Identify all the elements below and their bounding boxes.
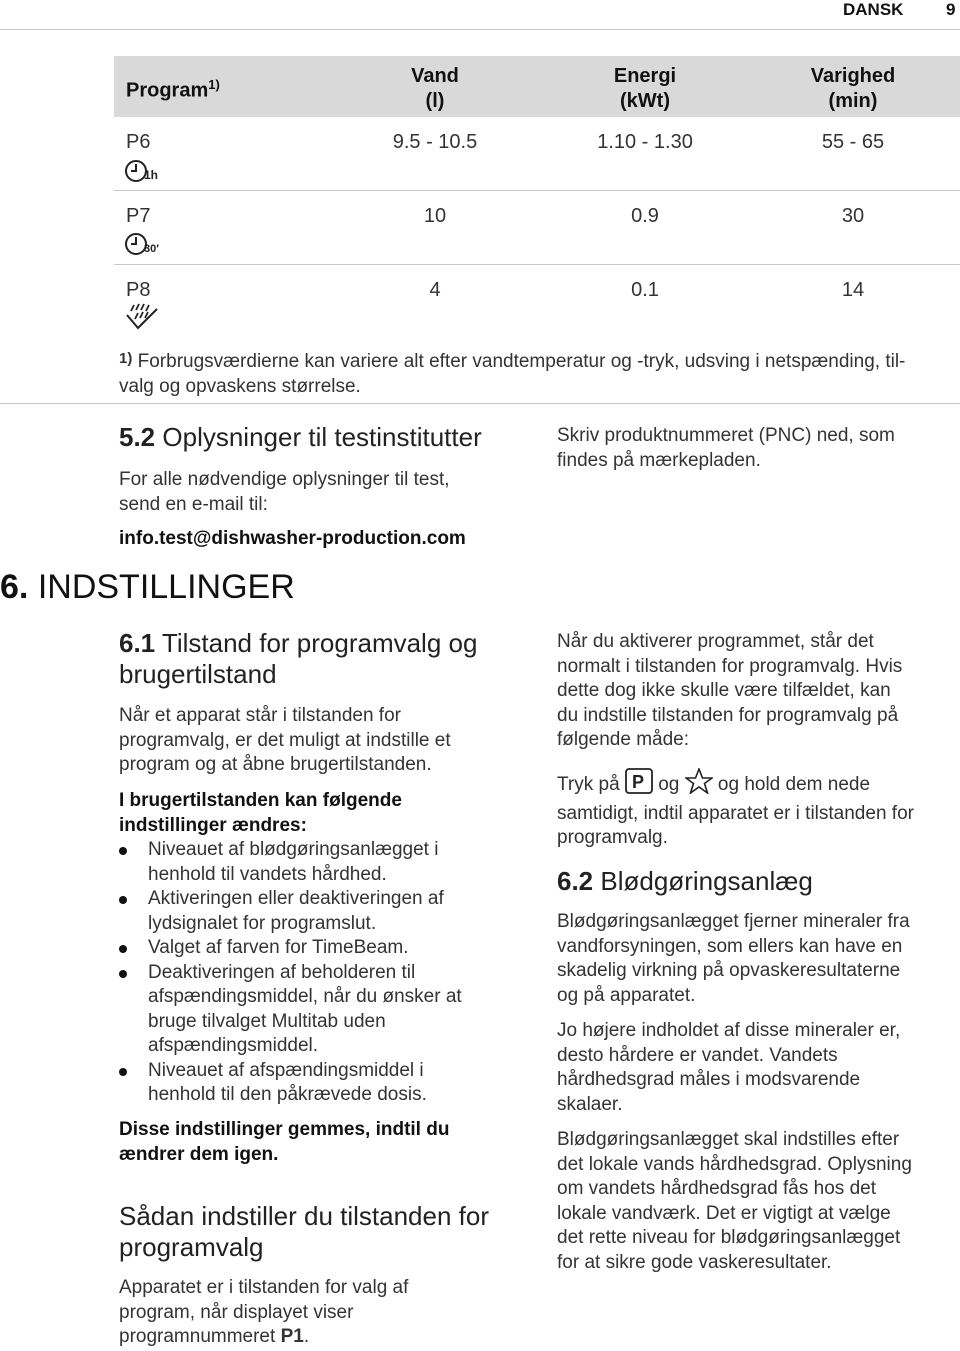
settings-list — [119, 838, 519, 1108]
test-email: info.test@dishwasher-production.com — [119, 528, 466, 549]
list-item: Niveauet af afspændingsmiddel i henhold til den påkrævede dosis. — [119, 1059, 519, 1108]
pnc-note: Skriv produktnummeret (PNC) ned, som findes på mærkepladen. — [557, 425, 895, 471]
table-cell-energy: 1.10 - 1.30 — [597, 131, 693, 153]
table-row-program: P6 — [126, 131, 151, 153]
rinse-hold-icon — [124, 301, 160, 336]
chapter-6-heading: 6. INDSTILLINGER — [0, 568, 295, 606]
svg-text:1h: 1h — [144, 168, 158, 182]
table-cell-energy: 0.1 — [631, 279, 659, 301]
table-cell-water: 10 — [423, 205, 447, 227]
table-cell-energy: 0.9 — [631, 205, 659, 227]
table-cell-duration: 14 — [841, 279, 865, 301]
header-divider — [0, 29, 960, 30]
softener-para-3: Blødgøringsanlægget skal indstilles efter det lokale vands hårdhedsgrad. Oplysning om vandets hårdhedsgrad fås hos det lokale vandværk. Det er vigtigt at vælge det rette niveau for blødgøringsanlægget for at sikre gode vaskeresultater. — [557, 1129, 912, 1273]
col-header-duration: Varighed (min) — [810, 65, 896, 112]
howto-text: Apparatet er i tilstanden for valg af program, når displayet viser programnummeret P1. — [119, 1277, 409, 1347]
user-mode-lead: I brugertilstanden kan følgende indstillinger ændres: — [119, 790, 402, 836]
press-instructions: Tryk på P og og hold dem nede samtidigt, indtil apparatet er i tilstanden for programvalg. — [557, 768, 914, 851]
language-label: DANSK — [843, 0, 904, 19]
table-footnote: $^{1)}$ Forbrugsværdierne kan variere alt efter vandtemperatur og -tryk, udsving i netspænding, til- valg og opvaskens størrelse. — [119, 350, 906, 397]
page-number: 9 — [946, 0, 956, 19]
list-item: Valget af farven for TimeBeam. — [119, 936, 519, 961]
svg-text:P: P — [631, 772, 644, 792]
clock-1h-icon — [124, 157, 158, 190]
footnote-divider — [0, 403, 960, 404]
table-cell-duration: 30 — [841, 205, 865, 227]
star-icon — [685, 768, 713, 802]
table-row-program: P7 — [126, 205, 151, 227]
list-item: Deaktiveringen af beholderen til afspændingsmiddel, når du ønsker at bruge tilvalget Multitab uden afspændingsmiddel. — [119, 961, 519, 1059]
table-cell-duration: 55 - 65 — [821, 131, 885, 153]
section-5-2-heading: 5.2 Oplysninger til testinstitutter — [119, 422, 482, 452]
program-p-icon — [625, 768, 653, 802]
section-6-2-heading: 6.2 Blødgøringsanlæg — [557, 866, 813, 896]
settings-saved-note: Disse indstillinger gemmes, indtil du ændrer dem igen. — [119, 1119, 450, 1165]
col-header-energy: Energi (kWt) — [613, 65, 677, 112]
section-5-2-text: For alle nødvendige oplysninger til test, send en e-mail til: — [119, 469, 450, 515]
section-6-1-intro: Når et apparat står i tilstanden for programvalg, er det muligt at indstille et program og at åbne brugertilstanden. — [119, 705, 451, 775]
col-header-program: Program$^{1)}$ — [126, 77, 220, 102]
activation-text: Når du aktiverer programmet, står det normalt i tilstanden for programvalg. Hvis dette dog ikke skulle være tilfældet, kan du indstille tilstanden for programvalg på følgende måde: — [557, 631, 903, 750]
list-item: Aktiveringen eller deaktiveringen af lydsignalet for programslut. — [119, 887, 519, 936]
howto-heading: Sådan indstiller du tilstanden for programvalg — [119, 1201, 490, 1262]
clock-30min-icon — [124, 230, 162, 263]
table-row-divider — [114, 264, 960, 265]
list-item: Niveauet af blødgøringsanlægget i henhold til vandets hårdhed. — [119, 838, 519, 887]
softener-para-2: Jo højere indholdet af disse mineraler er, desto hårdere er vandet. Vandets hårdhedsgrad måles i modsvarende skalaer. — [557, 1020, 901, 1115]
table-row-divider — [114, 190, 960, 191]
col-header-water: Vand (l) — [411, 65, 459, 112]
softener-para-1: Blødgøringsanlægget fjerner mineraler fra vandforsyningen, som ellers kan have en skadelig virkning på opvaskeresultaterne og på apparatet. — [557, 911, 910, 1006]
svg-text:30′: 30′ — [144, 243, 159, 255]
section-6-1-heading: 6.1 Tilstand for programvalg og brugertilstand — [119, 628, 478, 689]
table-cell-water: 4 — [429, 279, 441, 301]
table-row-program: P8 — [126, 279, 151, 301]
table-cell-water: 9.5 - 10.5 — [392, 131, 478, 153]
